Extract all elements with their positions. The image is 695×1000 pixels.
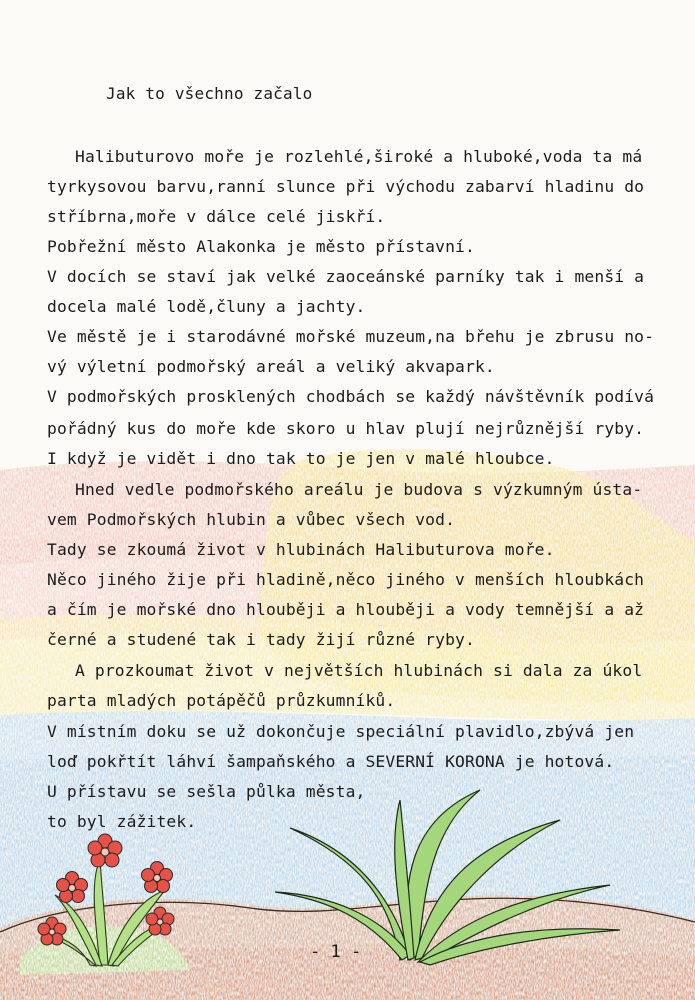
text-line: U přístavu se sešla půlka města, (47, 782, 366, 801)
text-line: vem Podmořských hlubin a vůbec všech vod. (47, 510, 456, 529)
text-line: docela malé lodě,čluny a jachty. (47, 297, 366, 316)
text-line: A prozkoumat život v největších hlubinách si dala za úkol (75, 661, 643, 680)
text-line: V docích se staví jak velké zaoceánské parníky tak i menší a (47, 267, 645, 286)
story-title: Jak to všechno začalo (106, 84, 313, 103)
text-line: Ve městě je i starodávné mořské muzeum,na břehu je zbrusu no- (47, 327, 655, 346)
text-line: loď pokřtít láhví šampaňského a SEVERNÍ KORONA je hotová. (47, 752, 615, 771)
text-line: stříbrna,moře v dálce celé jiskří. (47, 207, 386, 226)
text-line: I když je vidět i dno tak to je jen v malé hloubce. (47, 449, 555, 468)
text-line: V místním doku se už dokončuje speciální plavidlo,zbývá jen (47, 722, 635, 741)
text-line: Tady se zkoumá život v hlubinách Halibuturova moře. (47, 540, 555, 559)
text-line: vý výletní podmořský areál a veliký akvapark. (47, 357, 495, 376)
text-line: a čím je mořské dno hlouběji a hlouběji a vody temnější a až (47, 600, 645, 619)
text-line: Něco jiného žije při hladině,něco jiného v menších hloubkách (47, 570, 645, 589)
text-line: tyrkysovou barvu,ranní slunce při východu zabarví hladinu do (47, 177, 645, 196)
page-number: - 1 - (310, 942, 362, 962)
text-line: černé a studené tak i tady žijí různé ryby. (47, 630, 475, 649)
text-line: pořádný kus do moře kde skoro u hlav plují nejrůznější ryby. (47, 419, 645, 438)
text-line: Hned vedle podmořského areálu je budova s výzkumným ústa- (75, 480, 643, 499)
text-line: to byl zážitek. (47, 812, 197, 831)
text-line: Pobřežní město Alakonka je město přístavní. (47, 237, 475, 256)
text-line: Halibuturovo moře je rozlehlé,široké a hluboké,voda ta má (75, 147, 643, 166)
text-line: parta mladých potápěčů průzkumníků. (47, 691, 396, 710)
text-line: V podmořských prosklených chodbách se každý návštěvník podívá (47, 387, 655, 406)
